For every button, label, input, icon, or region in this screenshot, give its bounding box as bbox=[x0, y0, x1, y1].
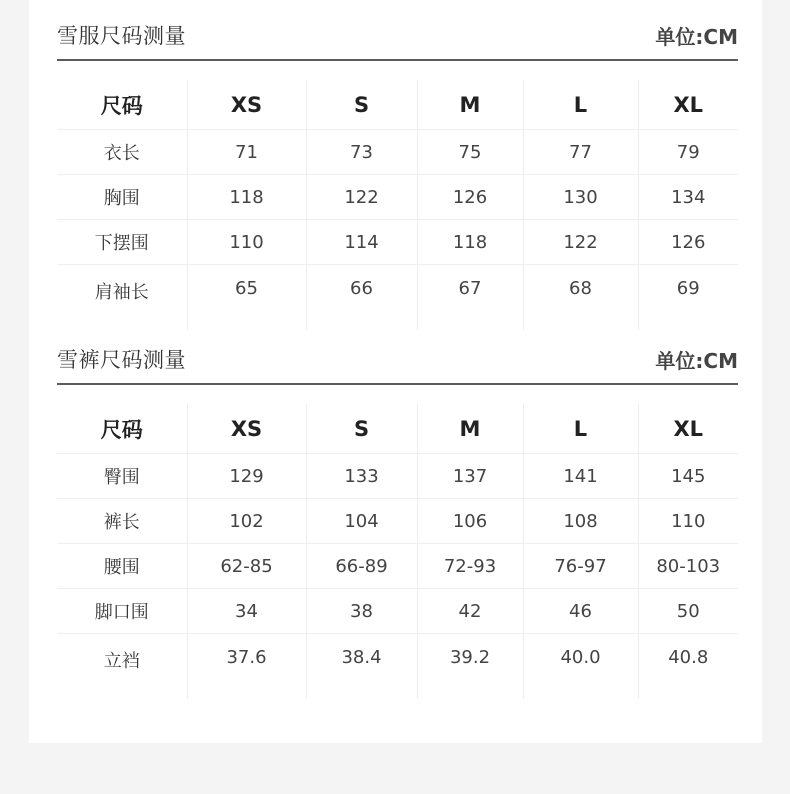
row-label: 裤长 bbox=[57, 499, 187, 544]
jacket-size-section bbox=[57, 0, 738, 330]
table-cell: 40.0 bbox=[523, 634, 638, 700]
table-row bbox=[57, 175, 738, 220]
table-row bbox=[57, 544, 738, 589]
row-label: 下摆围 bbox=[57, 220, 187, 265]
header-cell-xs: XS bbox=[187, 80, 306, 130]
pants-size-section bbox=[57, 324, 738, 699]
table-row bbox=[57, 499, 738, 544]
table-cell: 110 bbox=[187, 220, 306, 265]
table-cell: 73 bbox=[306, 130, 417, 175]
table-cell: 80-103 bbox=[638, 544, 738, 589]
section-title: 雪裤尺码测量 bbox=[57, 348, 186, 372]
size-chart-card bbox=[29, 0, 762, 743]
table-cell: 66-89 bbox=[306, 544, 417, 589]
table-row bbox=[57, 130, 738, 175]
table-cell: 62-85 bbox=[187, 544, 306, 589]
header-cell-s: S bbox=[306, 80, 417, 130]
table-cell: 46 bbox=[523, 589, 638, 634]
row-label: 胸围 bbox=[57, 175, 187, 220]
table-cell: 42 bbox=[417, 589, 523, 634]
table-cell: 72-93 bbox=[417, 544, 523, 589]
table-cell: 79 bbox=[638, 130, 738, 175]
table-cell: 126 bbox=[417, 175, 523, 220]
table-cell: 130 bbox=[523, 175, 638, 220]
header-cell-xs: XS bbox=[187, 404, 306, 454]
table-row bbox=[57, 589, 738, 634]
row-label: 衣长 bbox=[57, 130, 187, 175]
header-cell-m: M bbox=[417, 404, 523, 454]
table-cell: 77 bbox=[523, 130, 638, 175]
section-header bbox=[57, 0, 738, 61]
table-cell: 50 bbox=[638, 589, 738, 634]
table-cell: 71 bbox=[187, 130, 306, 175]
table-cell: 39.2 bbox=[417, 634, 523, 700]
table-cell: 137 bbox=[417, 454, 523, 499]
table-row bbox=[57, 454, 738, 499]
table-cell: 118 bbox=[187, 175, 306, 220]
table-row bbox=[57, 265, 738, 331]
table-cell: 66 bbox=[306, 265, 417, 331]
header-cell-xl: XL bbox=[638, 404, 738, 454]
table-cell: 145 bbox=[638, 454, 738, 499]
table-cell: 118 bbox=[417, 220, 523, 265]
row-label: 立裆 bbox=[57, 634, 187, 700]
table-row bbox=[57, 220, 738, 265]
table-cell: 38 bbox=[306, 589, 417, 634]
row-label: 脚口围 bbox=[57, 589, 187, 634]
table-cell: 134 bbox=[638, 175, 738, 220]
header-cell-xl: XL bbox=[638, 80, 738, 130]
table-cell: 122 bbox=[523, 220, 638, 265]
jacket-size-table bbox=[57, 80, 738, 330]
table-cell: 37.6 bbox=[187, 634, 306, 700]
table-cell: 102 bbox=[187, 499, 306, 544]
table-cell: 75 bbox=[417, 130, 523, 175]
table-row bbox=[57, 634, 738, 700]
table-cell: 65 bbox=[187, 265, 306, 331]
pants-size-table bbox=[57, 404, 738, 699]
table-cell: 104 bbox=[306, 499, 417, 544]
table-cell: 34 bbox=[187, 589, 306, 634]
table-cell: 69 bbox=[638, 265, 738, 331]
table-cell: 126 bbox=[638, 220, 738, 265]
table-cell: 68 bbox=[523, 265, 638, 331]
table-cell: 133 bbox=[306, 454, 417, 499]
row-label: 臀围 bbox=[57, 454, 187, 499]
header-cell-l: L bbox=[523, 80, 638, 130]
table-cell: 106 bbox=[417, 499, 523, 544]
table-header-row bbox=[57, 80, 738, 130]
header-cell-size: 尺码 bbox=[100, 93, 143, 118]
header-cell-l: L bbox=[523, 404, 638, 454]
table-cell: 129 bbox=[187, 454, 306, 499]
section-title: 雪服尺码测量 bbox=[57, 24, 186, 48]
table-header-row bbox=[57, 404, 738, 454]
table-cell: 67 bbox=[417, 265, 523, 331]
header-cell-s: S bbox=[306, 404, 417, 454]
table-cell: 108 bbox=[523, 499, 638, 544]
table-cell: 76-97 bbox=[523, 544, 638, 589]
header-cell-size: 尺码 bbox=[100, 417, 143, 442]
header-cell-m: M bbox=[417, 80, 523, 130]
table-cell: 110 bbox=[638, 499, 738, 544]
table-cell: 122 bbox=[306, 175, 417, 220]
row-label: 肩袖长 bbox=[57, 265, 187, 331]
unit-label: 单位:CM bbox=[655, 25, 738, 49]
table-cell: 38.4 bbox=[306, 634, 417, 700]
table-cell: 141 bbox=[523, 454, 638, 499]
unit-label: 单位:CM bbox=[655, 349, 738, 373]
table-cell: 40.8 bbox=[638, 634, 738, 700]
section-header bbox=[57, 324, 738, 385]
row-label: 腰围 bbox=[57, 544, 187, 589]
table-cell: 114 bbox=[306, 220, 417, 265]
